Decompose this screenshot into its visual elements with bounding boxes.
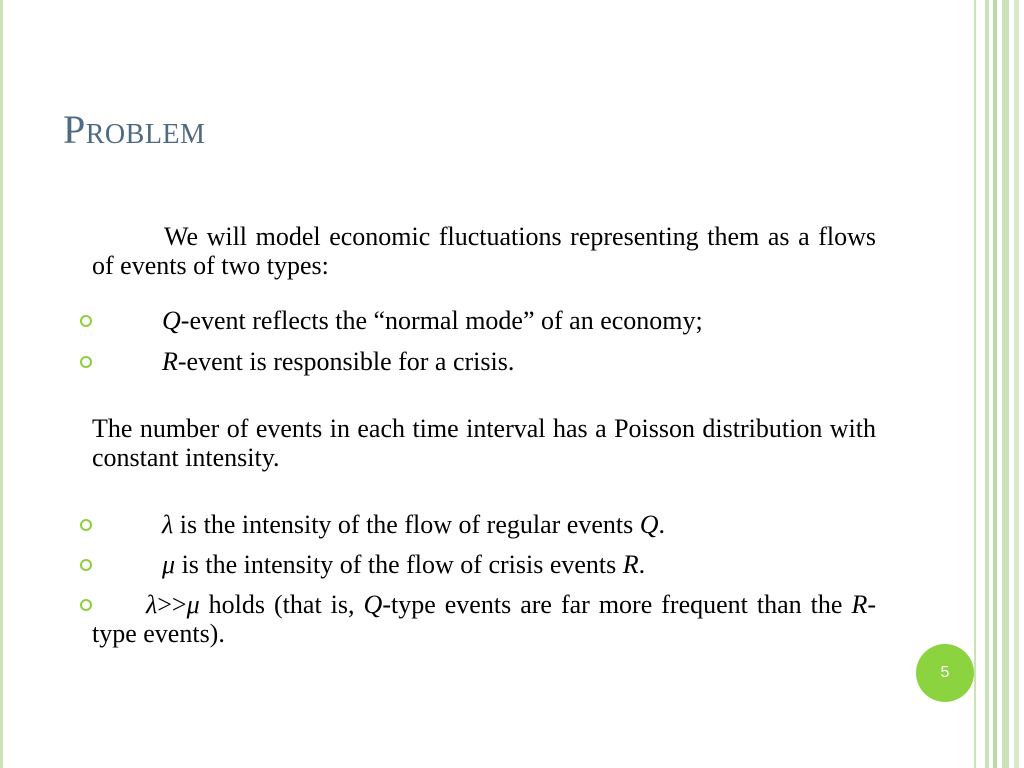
inequality-text-c: -type events). [92, 590, 876, 648]
decorative-stripe [985, 0, 989, 768]
rhs-symbol: μ [186, 590, 200, 619]
r-event-text: -event is responsible for a crisis. [177, 347, 515, 376]
lhs-symbol: λ [146, 590, 158, 619]
slide-number-badge: 5 [916, 644, 974, 702]
bullet-mu [92, 550, 876, 579]
bullet-inequality [92, 590, 876, 648]
q-symbol: Q [162, 306, 181, 335]
distribution-paragraph: The number of events in each time interval has a Poisson distribution with constant intensity. [92, 414, 876, 472]
inequality-sym-a: Q [363, 590, 383, 619]
bullet-icon [80, 356, 92, 368]
slide-body [92, 222, 876, 648]
inequality-text-b: -type events are far more frequent than the [382, 590, 852, 619]
lambda-text: is the intensity of the flow of regular events [173, 510, 640, 539]
lambda-tail: . [658, 510, 665, 539]
bullet-icon [80, 559, 92, 571]
slide-title: Problem [63, 107, 206, 152]
bullet-lambda [92, 510, 876, 539]
mu-tail: . [638, 550, 646, 579]
inequality-op: >> [157, 590, 187, 619]
lambda-tail-symbol: Q [639, 510, 659, 539]
decorative-stripe [1002, 0, 1009, 768]
decorative-stripe [993, 0, 997, 768]
mu-symbol: μ [162, 550, 176, 579]
inequality-sym-b: R [851, 590, 868, 619]
r-symbol: R [162, 347, 178, 376]
inequality-text-a: holds (that is, [199, 590, 364, 619]
mu-tail-symbol: R [622, 550, 639, 579]
bullet-icon [80, 599, 92, 611]
bullet-icon [80, 519, 92, 531]
q-event-text: -event reflects the “normal mode” of an economy; [180, 306, 703, 335]
intro-paragraph: We will model economic fluctuations representing them as a flows of events of two types: [92, 222, 876, 280]
bullet-r-event [92, 347, 876, 376]
bullet-icon [80, 315, 92, 327]
lambda-symbol: λ [162, 510, 174, 539]
mu-text: is the intensity of the flow of crisis events [175, 550, 623, 579]
bullet-q-event [92, 306, 876, 335]
decorative-stripe [1014, 0, 1019, 768]
